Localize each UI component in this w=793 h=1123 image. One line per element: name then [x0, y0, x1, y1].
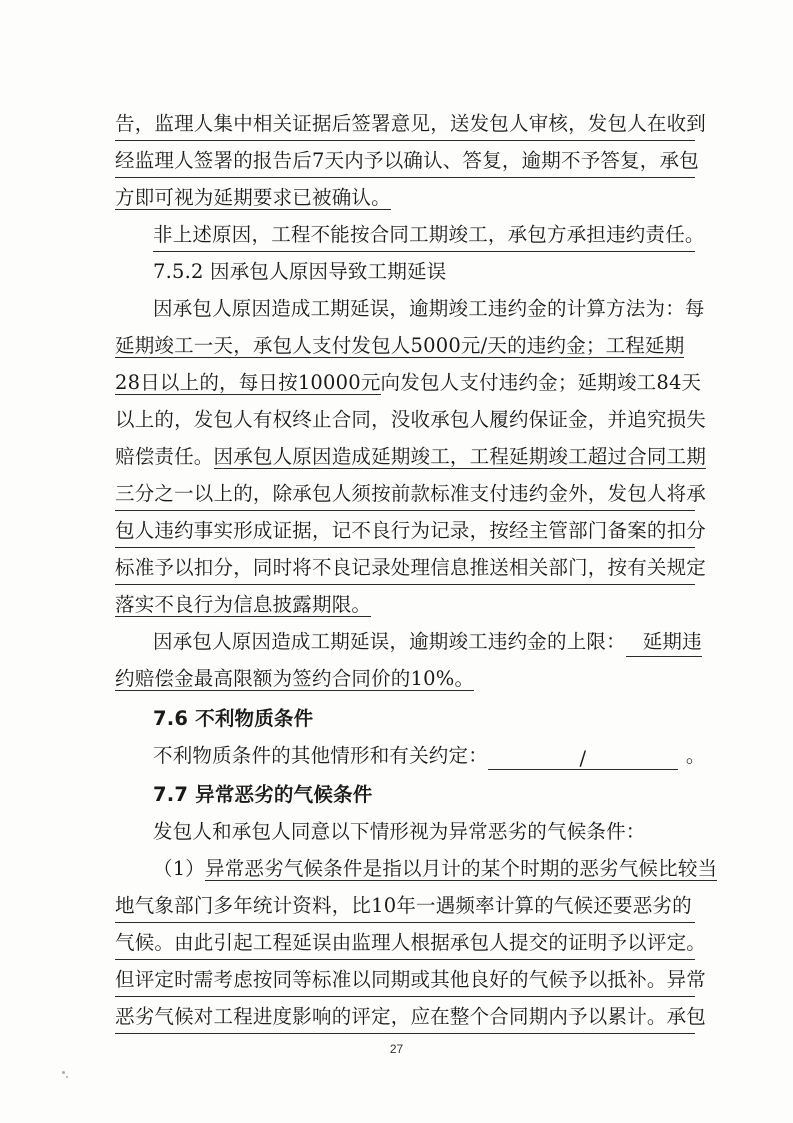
underlined-text: 因承包人原因造成延期竣工，工程延期竣工超过合同工期: [213, 445, 707, 468]
underlined-text: 28日以上的，每日按10000元: [115, 371, 381, 394]
text-line: 标准予以扣分，同时将不良记录处理信息推送相关部门，按有关规定: [115, 554, 695, 585]
plain-text: 不利物质条件的其他情形和有关约定：: [153, 744, 488, 767]
plain-text: 向发包人支付违约金；延期竣工84天: [380, 371, 702, 394]
text-line: 包人违约事实形成证据，记不良行为记录，按经主管部门备案的扣分: [115, 517, 695, 548]
text-line: [115, 332, 695, 362]
section-heading-7-5-2: 7.5.2 因承包人原因导致工期延误: [153, 260, 447, 283]
text-line: [115, 591, 695, 621]
text-line: [115, 443, 707, 473]
scan-speck: [62, 1071, 65, 1074]
text-line: 三分之一以上的，除承包人须按前款标准支付违约金外，发包人将承: [115, 480, 695, 511]
plain-text: 赔偿责任。: [115, 445, 214, 468]
text-line: 告，监理人集中相关证据后签署意见，送发包人审核，发包人在收到: [115, 110, 695, 141]
plain-text: 。: [685, 744, 706, 767]
text-line: [153, 855, 718, 885]
text-line: 非上述原因，工程不能按合同工期竣工，承包方承担违约责任。: [153, 221, 695, 252]
underlined-text: 方即可视为延期要求已被确认。: [115, 186, 391, 209]
text-line: 地气象部门多年统计资料，比10年一遇频率计算的气候还要恶劣的: [115, 892, 695, 923]
text-line: 因承包人原因造成工期延误，逾期竣工违约金的计算方法为：每: [153, 297, 705, 320]
text-line: 经监理人签署的报告后7天内予以确认、答复，逾期不予答复，承包: [115, 147, 695, 178]
text-line: 发包人和承包人同意以下情形视为异常恶劣的气候条件：: [153, 820, 646, 843]
text-line: [115, 665, 695, 695]
underlined-text: 约赔偿金最高限额为签约合同价的10%。: [115, 667, 475, 690]
scan-speck: [66, 1076, 68, 1078]
fill-in-blank: /: [488, 745, 678, 770]
underlined-text: 异常恶劣气候条件是指以月计的某个时期的恶劣气候比较当: [205, 857, 718, 880]
section-heading-7-7: 7.7 异常恶劣的气候条件: [153, 783, 373, 806]
text-line: 气候。由此引起工程延误由监理人根据承包人提交的证明予以评定。: [115, 929, 695, 960]
underlined-text: 延期竣工一天，承包人支付发包人5000元/天的违约金；工程延期: [115, 334, 685, 357]
text-line: [153, 628, 702, 658]
text-line: [153, 742, 706, 772]
section-heading-7-6: 7.6 不利物质条件: [153, 707, 314, 730]
plain-text: （1）: [153, 857, 206, 880]
text-line: 恶劣气候对工程进度影响的评定，应在整个合同期内予以累计。承包: [115, 1003, 695, 1034]
underlined-text: 落实不良行为信息披露期限。: [115, 593, 372, 616]
text-line: [115, 369, 702, 399]
text-line: 以上的，发包人有权终止合同，没收承包人履约保证金，并追究损失: [115, 408, 707, 431]
plain-text: 因承包人原因造成工期延误，逾期竣工违约金的上限：: [153, 630, 626, 653]
underlined-text: 延期违: [626, 628, 702, 657]
text-line: [115, 184, 695, 214]
text-line: 但评定时需考虑按同等标准以同期或其他良好的气候予以抵补。异常: [115, 966, 695, 997]
page-number: 27: [389, 1042, 404, 1056]
